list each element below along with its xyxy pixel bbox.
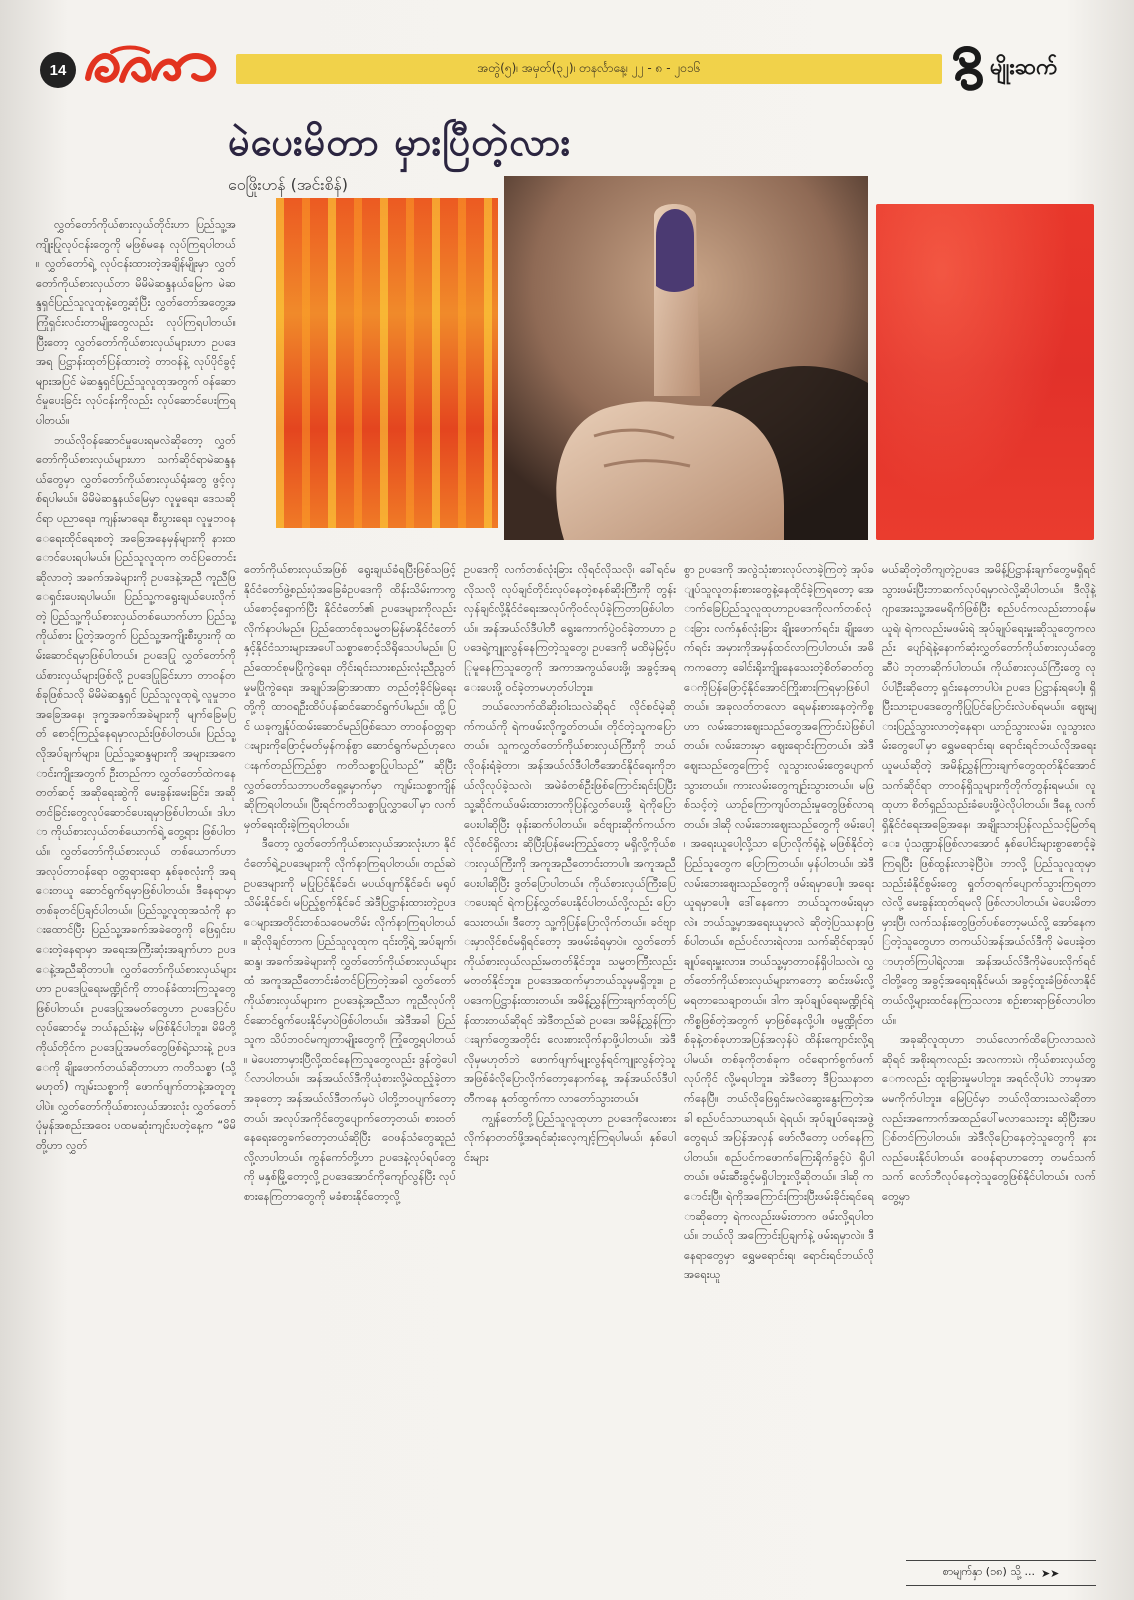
brand-name: မျိုးဆက် (990, 54, 1058, 80)
article-column-5 (882, 560, 1096, 1560)
issue-info-bar (236, 54, 942, 84)
article-column-2 (244, 560, 456, 1590)
paragraph: ဘယ်လောက်ထိဆိုးဝါးသလဲဆိုရင် လိုင်စင်မဲ့ဆိုက်ကယ်ကို ရဲကဖမ်းလိုက္ခတ်တယ်။ တိုင်တဲ့သူကပြောတယ်။ သူကလွှတ်တော်ကိုယ်စားလှယ်ကြီးကို ဘယ်လိုဝန်းရံခဲ့တာ၊ အန်အယ်လ်ဒီပါတီအောင်နိုင်ရေးကိုဘယ်လိုလုပ်ခဲ့သလဲ၊ အမဲခံတစ်ဦးဖြစ်ကြောင်းရင်းပြပြီး သူ့ဆိုင်ကယ်ဖမ်းထားတာကိုပြန်လွှတ်ပေးဖို့ ရဲကိုပြောပေးပါဆိုပြီး ဖုန်းဆက်ပါတယ်။ ခင်ဗျားဆိုက်ကယ်က လိုင်စင်ရှိလား ဆိုပြီးပြန်မေးကြည့်တော့ မရှိလို့ကိုယ်စားလှယ်ကြီးကို အကူအညီတောင်းတာပါ။ အကူအညီပေးပါဆိုပြီး ဒွတ်ပြောပါတယ်။ ကိုယ်စားလှယ်ကြီးပြောပေးရင် ရဲကပြန်လွှတ်ပေးနိုင်ပါတယ်လို့လည်း ပြောသေးတယ်။ ဒီတော့ သူ့ကိုပြန်ပြောလိုက်တယ်။ ခင်ဗျားမှာလိုင်စင်မရှိရင်တော့ အဖမ်းခံရမှာပဲ။ လွှတ်တော်ကိုယ်စားလှယ်လည်းမတတ်နိုင်ဘူး၊ သမ္မတကြီးလည်းမတတ်နိုင်ဘူး။ ဥပဒေအထက်မှာဘယ်သူမှမရှိဘူး။ ဥပဒေကပြဋ္ဌာန်းထားတယ်။ အမိန့်ညွှန်ကြားချက်ထုတ်ပြန်ထားတယ်ဆိုရင် အဲဒီတည်ဆဲ ဥပဒေ၊ အမိန့်ညွှန်ကြားချက်တွေအတိုင်း လေးစားလိုက်နာဖို့ပါတယ်။ အဲဒီလိုမှမဟုတ်ဘဲ ဖောက်ဖျက်မျုးလွန်ရင်ကျူးလွန်တဲ့သူအဖြစ်ခံလိုပြောလိုက်တော့နောက်နေ့ အန်အယ်လ်ဒီပါတီကနေ နုတ်ထွက်ကာ လာတော်သွားတယ်။ (464, 700, 676, 1106)
paragraph: ဘယ်လိုဝန်ဆောင်မှုပေးရမလဲဆိုတော့ လွှတ်တော်ကိုယ်စားလှယ်များဟာ သက်ဆိုင်ရာမဲဆန္ဒနယ်တွေမှာ လွှတ်တော်ကိုယ်စားလှယ်ရုံးတွေ ဖွင့်လှစ်ရပါမယ်။ မိမိမဲဆန္ဒနယ်မြေမှာ လူမှုရေး၊ ဒေသဆိုင်ရာ ပညာရေး၊ ကျန်းမာရေး၊ စီးပွားရေး၊ လူမှုဘဝနေရေးထိုင်ရေးစတဲ့ အခြေအနေမှန်များကို နားထောင်ပေးရပါမယ်။ ပြည်သူလူထုက တင်ပြတောင်းဆိုလာတဲ့ အခက်အခဲများကို ဥပဒေနဲ့အညီ ကူညီဖြေရှင်းပေးရပါမယ်။ ပြည်သူ့ကရွေးချယ်ပေးလိုက်တဲ့ ပြည်သူ့ကိုယ်စားလှယ်တစ်ယောက်ဟာ ပြည်သူ့ကိုယ်စား ပြုတဲ့အတွက် ပြည်သူ့အကျိုးစီးပွားကို ထမ်းဆောင်ရမှာဖြစ်ပါတယ်။ ဥပဒေပြု လွှတ်တော်ကိုယ်စားလှယ်များဖြစ်လို့ ဥပဒေပြုခြင်းဟာ တာဝန်တစ်ခုဖြစ်သလို မိမိမဲဆန္ဒရှင် ပြည်သူလူထုရဲ့ လူမှုဘဝအခြေအနေ၊ ဒုက္ခအခက်အခဲများကို မျက်ခြေမပြတ် စောင့်ကြည့်နေရမှာလည်းဖြစ်ပါတယ်။ ပြည်သူ့လိုအပ်ချက်များ၊ ပြည်သူ့ဆန္ဒများကို အများအကောင်းကျိုးအတွက် ဦးတည်ကာ လွှတ်တော်ထဲကနေ တတ်ဆင့် အဆိုရေးဆွဲကို မေးခွန်းမေးခြင်း၊ အဆိုတင်ခြင်းတွေလုပ်ဆောင်ပေးရမှာဖြစ်ပါတယ်။ ဒါဟာ ကိုယ်စားလှယ်တစ်ယောက်ရဲ့ တွေ့ရား ဖြစ်ပါတယ်။ လွှတ်တော်ကိုယ်စားလှယ် တစ်ယောက်ဟာ အလုပ်တာဝန်ရော ဝတ္တရားရော နှစ်ခုစလုံးကို အရေးတယူ ဆောင်ရွက်ရမှာဖြစ်ပါတယ်။ ဒီနေရာမှာ တစ်ခုတင်ပြချင်ပါတယ်။ ပြည်သူ့လူထုအသံကို နားထောင်ပြီး ပြည်သူ့အခက်အခဲတွေကို ဖြေရှင်းပေးတဲ့နေရာမှာ အရေးအကြီးဆုံးအချက်ဟာ ဥပဒေနဲ့အညီဆိုတာပါ။ လွှတ်တော်ကိုယ်စားလှယ်များဟာ ဥပဒေပြုရေးမဏ္ဍိုင်ကို တာဝန်ခံထားကြသူတွေဖြစ်ပါတယ်။ ဥပဒေပြုအမတ်တွေဟာ ဥပဒေပြင်ပလုပ်ဆောင်မှု ဘယ်နည်းနဲ့မှ မဖြစ်နိုင်ပါဘူး။ မိမိတို့ကိုယ်တိုင်က ဥပဒေပြုအမတ်တွေဖြစ်ရဲ့သားနဲ့ ဥပဒေကို ချိုးဖောက်တယ်ဆိုတာဟာ ကတိသစ္စာ (သို့မဟုတ်) ကျမ်းသစ္စာကို ဖောက်ဖျက်တာနဲ့အတူတူပါပဲ။ လွှတ်တော်ကိုယ်စားလှယ်အားလုံး လွှတ်တော်ပုံမှန်အစည်းအဝေး ပထမဆုံးကျင်းပတဲ့နေ့က “မိမိတို့ဟာ လွှတ် (36, 433, 236, 1152)
article-title: မဲပေးမိတာ မှားပြီတဲ့လား (228, 120, 572, 164)
article-byline: ဝေဖြိုးဟန် (အင်းစိန်) (228, 175, 348, 194)
inked-finger-photo (504, 176, 868, 540)
finger-photo-illustration (504, 176, 868, 540)
paragraph: ဥပဒေကို လက်တစ်လုံးခြား လိုရင်လိုသလို၊ ခေါ်ရင်မလိုသလို လုပ်ချင်တိုင်းလုပ်နေတဲ့စနစ်ဆိုးကြီးကို တွန်းလှန်ချင်လို့နိုင်ငံရေးအလုပ်ကိုဝင်လုပ်ခဲ့ကြတာဖြစ်ပါတယ်။ အန်အယ်လ်ဒီပါတီ ရွေးကောက်ပွဲဝင်ခဲ့တာဟာ ဥပဒေရဲ့ကျူးလွန်နေကြတဲ့သူတွေ၊ ဥပဒေကို မထိမှဲမြင့်ပြုမူနေကြသူတွေကို အကာအကွယ်ပေးဖို့၊ အခွင့်အရေးပေးဖို့ ဝင်ခဲ့တာမဟုတ်ပါဘူး။ (464, 563, 676, 694)
continued-text: စာမျက်နှာ (၁၈) သို့ ... (942, 1565, 1035, 1578)
paragraph: စွာ ဥပဒေကို အလွဲသုံးစားလုပ်လာခဲ့ကြတဲ့ အုပ်ချုပ်သူလူတန်းစားတွေနဲ့နေထိုင်ခဲ့ကြရတော့ အောက်ခြေပြည်သူလူထုဟာဥပဒေကိုလက်တစ်လုံးခြား လက်နှစ်လုံးခြား ချိုးဖောက်ရင်း၊ ချိုးဖောက်ရင်း အမှားကိုအမှန်ထင်လာကြပါတယ်။ အဓိကကတော့ ခေါင်းရိုးကျိုးနေသေးတဲ့စိတ်ဓာတ်တွေကိုပြန်ဖြောင့်နိုင်အောင်ကြိုးစားကြရမှာဖြစ်ပါတယ်။ အခုလတ်တလော ရေမန်းစားနေတဲ့ကိစ္စဟာ လမ်းဘေးဈေးသည်တွေအကြောင်းပဲဖြစ်ပါတယ်။ လမ်းဘေးမှာ ဈေးရောင်းကြတယ်။ အဲဒီဈေးသည်တွေကြောင့် လူသွားလမ်းတွေပျောက်သွားတယ်။ ကားလမ်းတွေကျဉ်းသွားတယ်။ မဖြစ်သင့်တဲ့ ယာဉ်ကြောကျပ်တည်းမှုတွေဖြစ်လာရတယ်။ ဒါဆို လမ်းဘေးဈေးသည်တွေကို ဖမ်းပေါ့၊ အရေးယူပေါ့လို့သာ ပြောလိုက်ရုံနဲ့ မဖြစ်နိုင်တဲ့ပြည်သူတွေက ပြောကြတယ်။ မှန်ပါတယ်။ အဲဒီလမ်းဘေးဈေးသည်တွေကို ဖမ်းရမှာပေါ့။ အရေးယူရမှာပေါ့။ ဒေါ်နေကော ဘယ်သူကဖမ်းရမှာလဲ။ ဘယ်သူ့မှာအရေးယူမှာလဲ ဆိုတဲ့ပြဿနာဖြစ်ပါတယ်။ စည်ပင်လားရဲလား၊ သက်ဆိုင်ရာအုပ်ချုပ်ရေးမှူးလား။ ဘယ်သူ့မှာတာဝန်ရှိပါသလဲ။ လွှတ်တော်ကိုယ်စားလှယ်များကတော့ ဆင်းဖမ်းလို့မရတာသေချာတယ်။ ဒါက အုပ်ချုပ်ရေးမဏ္ဍိုင်ရဲ့ကိစ္စဖြစ်တဲ့အတွက် မှာဖြစ်နေလို့ပါ။ ဖမ္ဗဏ္ဍိုင်တစ်ခုနဲ့တစ်ခုဟာအပြန်အလှန်ပဲ ထိန်းကျောင်းလို့ရပါမယ်။ တစ်ခုကိုတစ်ခုက ဝင်ရောက်စွက်ဖက်လုပ်ကိုင် လို့မရပါဘူး။ အဲဒီတော့ ဒီပြဿနာတက်နေပြီ။ ဘယ်လိုဖြေရှင်းမလဲဆွေးနွေးကြတဲ့အခါ စည်ပင်သာယာရယ်၊ ရဲရယ်၊ အုပ်ချုပ်ရေးအဖွဲ့တွေရယ် အပြန်အလှန် ဖော်လီတော့ ပတ်နေကြပါတယ်။ စည်ပင်ကဖောက်ကြေးရိုက်ခွင့်ပဲ ရှိပါတယ်။ ဖမ်းဆီးခွင့်မရှိပါဘူးလို့ဆိုတယ်။ ဒါဆို ကောင်းပြီ။ ရဲကိုအကြောင်းကြားပြီးဖမ်းခိုင်းရင်ရောဆိုတော့ ရဲကလည်းဖမ်းတာက ဖမ်းလို့ရပါတယ်။ ဘယ်လို အကြောင်းပြချက်နဲ့ ဖမ်းရမှာလဲ။ ဒီနေရာတွေမှာ ရွှေမရောင်းရ၊ ရောင်းရင်ဘယ်လိုအရေးယူ (684, 563, 874, 1282)
newspaper-logo-left (82, 44, 222, 92)
paragraph: အခုဆိုလူထုဟာ ဘယ်လောက်ထိပြောလာသလဲဆိုရင် အစိုးရကလည်း အလကားပဲ၊ ကိုယ်စားလှယ်တွေကလည်း ထူးခြားမှုမပါဘူး၊ အရင်လိုပါပဲ ဘာမှအာမမကိုက်ပါဘူး။ မြေပြင်မှာ ဘယ်လိုထားသလဲဆိုတာလည်းအကောက်အထည်ပေါ်မလာသေးဘူး ဆိုပြီးအပြစ်တင်ကြပါတယ်။ အဲဒီလိုပြောနေတဲ့သူတွေကို နားလည်ပေးနိုင်ပါတယ်။ ဝေဖန်ရာဟာတော့ တမင်သက်သက် လော်ဘီလုပ်နေတဲ့သူတွေဖြစ်နိုင်ပါတယ်။ လက်တွေ့မှာ (882, 1033, 1096, 1203)
paragraph: လွှတ်တော်ကိုယ်စားလှယ်တိုင်းဟာ ပြည်သူ့အကျိုးပြုလုပ်ငန်းတွေကို မဖြစ်မနေ လုပ်ကြရပါတယ်။ လွှတ်တော်ရဲ့ လုပ်ငန်းထားတဲ့အချိန်မျိုးမှာ လွှတ်တော်ကိုယ်စားလှယ်တာ မိမိမဲဆန္ဒနယ်မြေက မဲဆန္ဒရှင်ပြည်သူလူထုနဲ့တွေ့ဆုံပြီး လွှတ်တော်အတွေ့အကြုံရှင်းလင်းတာမျိုးတွေလည်း လုပ်ကြရပါတယ်။ ပြီးတော့ လွှတ်တော်ကိုယ်စားလှယ်များဟာ ဥပဒေအရ ပြဋ္ဌာန်းထုတ်ပြန်ထားတဲ့ တာဝန်နဲ့ လုပ်ပိုင်ခွင့်များအပြင် မဲဆန္ဒရှင်ပြည်သူလူထုအတွက် ဝန်ဆောင်မှုပေးခြင်း လုပ်ငန်းကိုလည်း လုပ်ဆောင်ပေးကြရပါတယ်။ (36, 218, 236, 427)
continued-on-page (906, 1560, 1096, 1586)
article-column-3 (464, 560, 676, 1590)
article-column-4 (684, 560, 874, 1590)
paragraph: ဒီတော့ လွှတ်တော်ကိုယ်စားလှယ်အားလုံးဟာ နိုင်ငံတော်ရဲ့ဥပဒေများကို လိုက်နာကြရပါတယ်။ တည်ဆဲဥပဒေများကို မပြုပြင်နိုင်ခင်၊ မပယ်ဖျက်နိုင်ခင်၊ မရုပ်သိမ်းနိုင်ခင်၊ မပြည့်စွက်နိုင်ခင် အဲဒီပြဋ္ဌာန်းထားတဲ့ဥပဒေများအတိုင်းတစ်သဝေမတိမ်း လိုက်နာကြရပါတယ်။ ဆိုလိုချင်တာက ပြည်သူလူထုက ၎င်းတို့ရဲ့ အပ်ချက်၊ ဆန္ဒ၊ အခက်အခဲများကို လွှတ်တော်ကိုယ်စားလှယ်များထံ အကူအညီတောင်းခံတင်ပြကြတဲ့အခါ လွှတ်တော်ကိုယ်စားလှယ်များက ဥပဒေနဲ့အညီသာ ကူညီလုပ်ကိုင်ဆောင်ရွက်ပေးနိုင်မှာပဲဖြစ်ပါတယ်။ အဲဒီအခါ ပြည်သူက သိပ်ဘဝင်မကျတာမျိုးတွေကို ကြုံတွေ့ရပါတယ်။ မဲပေးတာမှားပြီလို့ထင်နေကြသူတွေလည်း ဒွန်တွဲပေါ်လာပါတယ်။ အန်အယ်လ်ဒီကိုယုံစားလို့မဲထည့်ခဲ့တာ အခုတော့ အန်အယ်လ်ဒီတက်မှပဲ ပါတို့ဘဝပျက်တော့တယ်၊ အလုပ်အကိုင်တွေပျောက်တော့တယ်၊ စားဝတ်နေရေးတွေခက်တော့တယ်ဆိုပြီး ဝေဖန်သံတွေဆူညံလို့လာပါတယ်။ ကွန်ကော်တို့ဟာ ဥပဒေနဲ့လုပ်ရပ်တွေကို မနှစ်မြို့တော့လို့ ဥပဒေအောင်ကိုကျော်လွန်ပြီး လုပ်စားနေကြတာတွေကို မခံစားနိုင်တော့လို့ (244, 837, 456, 1203)
paragraph: တော်ကိုယ်စားလှယ်အဖြစ် ရွေးချယ်ခံရပြီးဖြစ်သဖြင့် နိုင်ငံတော်ဖွဲ့စည်းပုံအခြေခံဥပဒေကို ထိန်းသိမ်းကာကွယ်စောင့်ရှောက်ပြီး နိုင်ငံတော်၏ ဥပဒေများကိုလည်း လိုက်နာပါမည်။ ပြည်ထောင်စုသမ္မတမြန်မာနိုင်ငံတော်နှင့်နိုင်ငံသားများအပေါ်သစ္စာစောင့်သိရိုသေပါမည်။ ပြည်ထောင်စုမပြိုကွဲရေး၊ တိုင်းရင်းသားစည်းလုံးညီညွတ်မှုမပြိုကွဲရေး၊ အချုပ်အခြာအာဏာ တည်တံ့ခိုင်မြဲရေးတို့ကို ထာဝရဦးထိပ်ပန်ဆင်ဆောင်ရွက်ပါမည်။ ထို့ပြင် ယခုကျွန်ုပ်ထမ်းဆောင်မည်ဖြစ်သော တာဝန်ဝတ္တရားများကိုဖြောင့်မတ်မှန်ကန်စွာ ဆောင်ရွက်မည်ဟုလေးနက်တည်ကြည်စွာ ကတိသစ္စာပြုပါသည်” ဆိုပြီး လွှတ်တော်သဘာပတိရှေ့မှောက်မှာ ကျမ်းသစ္စာကျိန်ဆိုကြရပါတယ်။ ပြီးရင်ကတိသစ္စာပြုလွှာပေါ်မှာ လက်မှတ်ရေးထိုးခဲ့ကြရပါတယ်။ (244, 563, 456, 831)
brand-logo-right (948, 40, 1098, 96)
paragraph: ကျွန်တော်တို့ပြည်သူလူထုဟာ ဥပဒေကိုလေးစားလိုက်နာတတ်ဖို့အရင်ဆုံးလေ့ကျင့်ကြရပါမယ်၊ နှစ်ပေါင်းများ (464, 1111, 676, 1164)
paragraph: မယ်ဆိုတဲ့တိကျတဲ့ဥပဒေ အမိန့်ပြဋ္ဌာန်းချက်တွေမရှိရင် သွားဖမ်းပြီးဘာဆက်လုပ်ရမှာလဲလို့ဆိုပါတယ်။ ဒီလိုနဲ့ ဂျာအေးသူ့အမေရိက်ဖြစ်ပြီး စည်ပင်ကလည်းတာဝန်မယူရဲ၊ ရဲကလည်းမဖမ်းရဲ အုပ်ချုပ်ရေးမှူးဆိုသူတွေကလည်း ပျော်ရဲနဲ့နောက်ဆုံးလွှတ်တော်ကိုယ်စားလှယ်တွေဆီပဲ ဘုတာဆိုက်ပါတယ်။ ကိုယ်စားလှယ်ကြီးတွေ လုပ်ပါဦးဆိုတော့ ရှင်းနေတာပါပဲ။ ဥပဒေ ပြဋ္ဌာန်းရပေါ့။ ရှိပြီးသားဥပဒေတွေကိုပြုပြင်ပြောင်းလဲပစ်ရမယ်။ ဈေးများပြည့်သွားလာတဲ့နေရာ၊ ယာဉ်သွားလမ်း၊ လူသွားလမ်းတွေပေါ်မှာ ရွှေမရောင်းရ၊ ရောင်းရင်ဘယ်လိုအရေးယူမယ်ဆိုတဲ့ အမိန့်ညွှန်ကြားချက်တွေထုတ်နိုင်အောင် သက်ဆိုင်ရာ တာဝန်ရှိသူများကိုတိုက်တွန်းရမယ်။ လူထုဟာ စိတ်ရှည်သည်းခံပေးဖို့ပဲလိုပါတယ်။ ဒီနေ့ လက်ရှိနိုင်ငံရေးအခြေအနေ၊ အချိုးသားပြန်လည်သင့်မြတ်ရေး၊ ပုံသဏ္ဍာန်ဖြစ်လာအောင် နှစ်ပေါင်းများစွာစောင့်ခဲ့ကြရပြီး ဖြစ်ထွန်းလာခဲ့ပြီပဲ။ ဘာလို့ ပြည်သူလူထုမှာ သည်းခံနိုင်စွမ်းတွေ ရှုတ်တရက်ပျောက်သွားကြရတာလဲလို့ မေးခွန်းထုတ်ရမလို ဖြစ်လာပါတယ်။ မဲပေးမိတာမှားပြီ၊ လက်သန်းတွေဖြတ်ပစ်တော့မယ်လို့ အော်နေကြတဲ့သူတွေဟာ တကယ်ပဲအန်အယ်လ်ဒီကို မဲပေးခဲ့တာဟုတ်ကြပါရဲ့လား။ အန်အယ်လ်ဒီကိုမဲပေးလိုက်ရင် ငါတို့တွေ အခွင့်အရေးရနိုင်မယ်၊ အခွင့်ထူးခံဖြစ်လာနိုင်တယ်လို့များထင်နေကြသလား၊ စဉ်းစားရာဖြစ်လာပါတယ်။ (882, 563, 1096, 1027)
red-abstract-painting (876, 204, 1094, 540)
issue-line: အတွဲ(၅)၊ အမှတ်(၃၂)၊ တနင်္လာနေ့၊ ၂၂ - ၈ - ၂၀၁၆ (477, 61, 701, 75)
orange-abstract-painting (276, 198, 498, 528)
page-number: 14 (49, 61, 67, 79)
brand-mark-icon (948, 42, 988, 94)
article-column-1 (36, 215, 236, 1585)
page-number-badge (40, 52, 76, 88)
double-arrow-icon: ➤➤ (1040, 1566, 1060, 1580)
